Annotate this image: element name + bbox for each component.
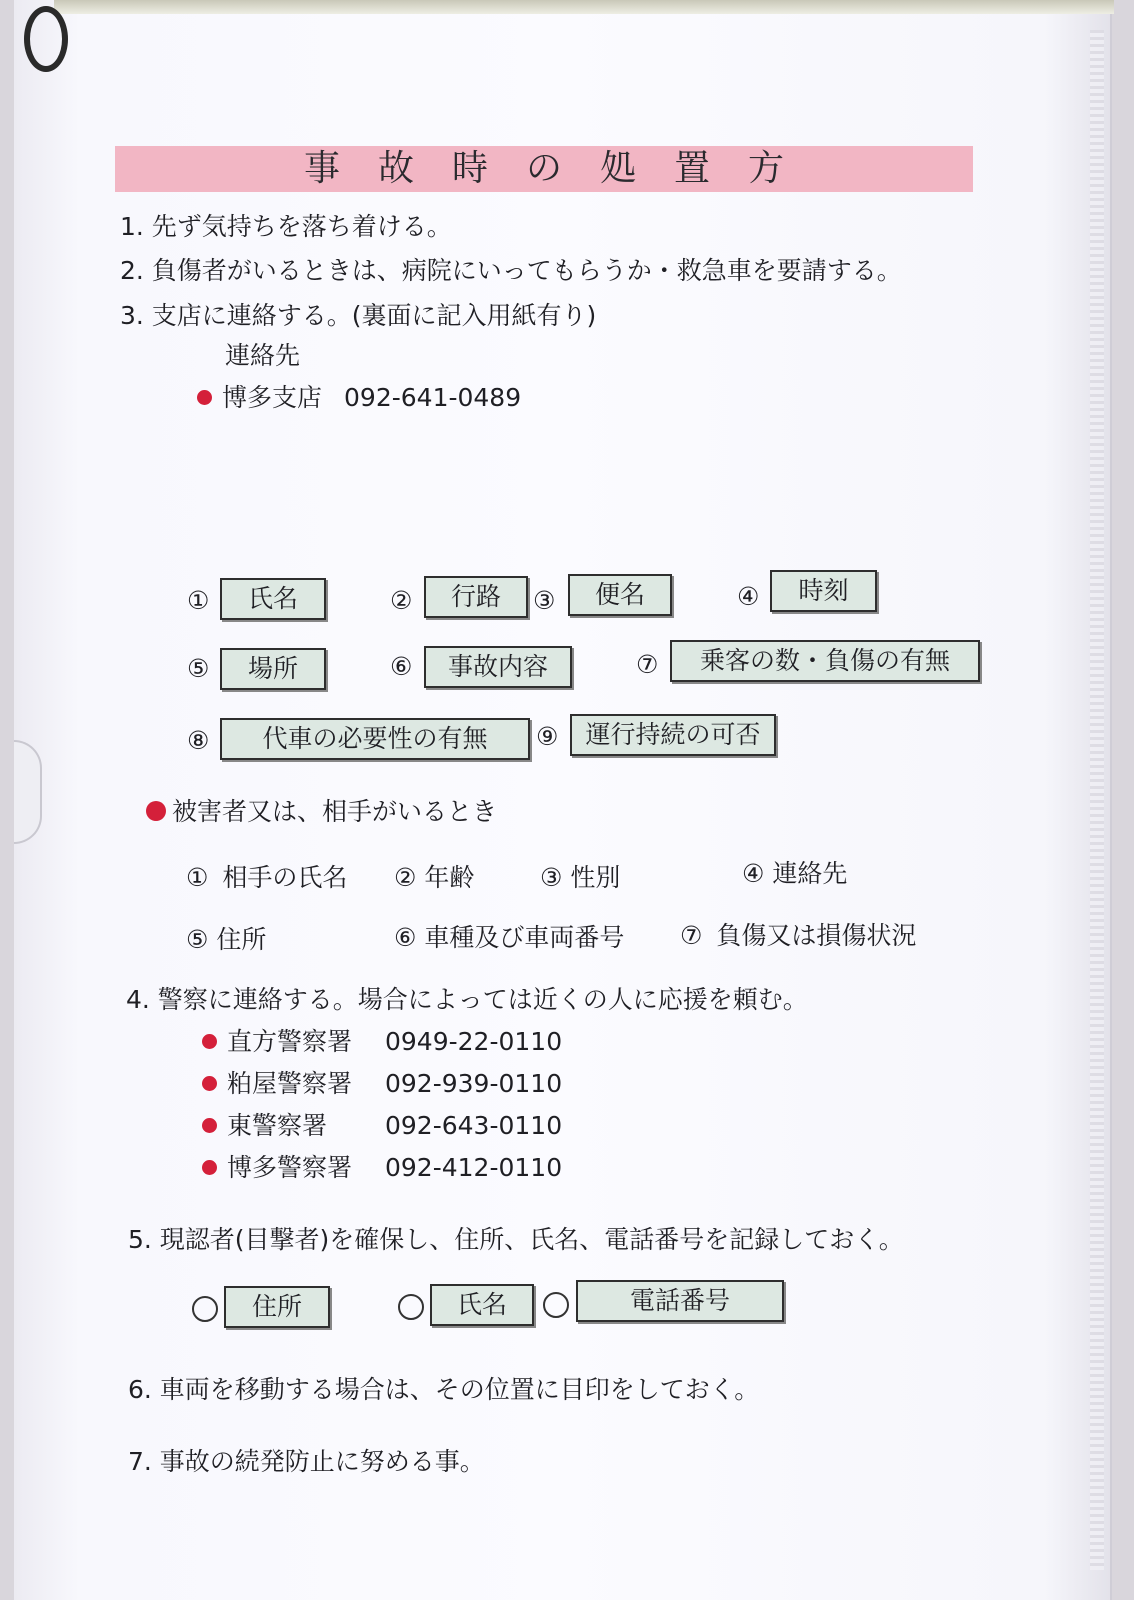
report-num-9: ⑨ [536, 722, 559, 751]
victim-item-3: ③ 性別 [540, 863, 621, 892]
police-station [202, 1148, 562, 1184]
report-item-box: 事故内容 [424, 646, 572, 688]
witness-field-box: 氏名 [430, 1284, 534, 1326]
step-4: 4. 警察に連絡する。場合によっては近くの人に応援を頼む。 [126, 985, 808, 1014]
victim-heading-line [146, 792, 497, 828]
sleeve-right-edge [1090, 30, 1104, 1570]
page-title: 事故時の処置方 [303, 148, 822, 189]
police-name: 直方警察署 [227, 1027, 353, 1056]
report-num-3: ③ [533, 586, 556, 615]
step-2: 2. 負傷者がいるときは、病院にいってもらうか・救急車を要請する。 [120, 256, 902, 285]
witness-field-box: 住所 [224, 1286, 330, 1328]
report-item-box: 乗客の数・負傷の有無 [670, 640, 980, 682]
bullet-icon [146, 801, 166, 821]
step-3: 3. 支店に連絡する。(裏面に記入用紙有り) [120, 301, 597, 330]
victim-item-4: ④ 連絡先 [742, 859, 848, 888]
report-item-box: 氏名 [220, 578, 326, 620]
bullet-icon [197, 390, 212, 405]
police-phone: 0949-22-0110 [385, 1027, 563, 1056]
report-item-box: 便名 [568, 574, 672, 616]
victim-item-2: ② 年齢 [394, 863, 475, 892]
step-5: 5. 現認者(目撃者)を確保し、住所、氏名、電話番号を記録しておく。 [128, 1225, 904, 1254]
victim-item-6: ⑥ 車種及び車両番号 [394, 923, 625, 952]
circle-icon [543, 1292, 569, 1318]
report-num-8: ⑧ [187, 726, 210, 755]
police-station [202, 1106, 562, 1142]
police-phone: 092-939-0110 [385, 1069, 563, 1098]
circle-icon [398, 1294, 424, 1320]
police-phone: 092-643-0110 [385, 1111, 563, 1140]
police-name: 粕屋警察署 [227, 1069, 353, 1098]
contact-heading: 連絡先 [225, 341, 301, 370]
report-num-2: ② [390, 586, 413, 615]
report-item-box: 場所 [220, 648, 326, 690]
report-num-6: ⑥ [390, 652, 413, 681]
document-page [40, 40, 1080, 1580]
report-item-box: 時刻 [770, 570, 877, 612]
step-1: 1. 先ず気持ちを落ち着ける。 [120, 212, 452, 241]
report-num-1: ① [187, 586, 210, 615]
witness-field-box: 電話番号 [576, 1280, 784, 1322]
branch-name: 博多支店 [222, 383, 323, 412]
police-station [202, 1022, 562, 1058]
branch-contact [197, 378, 521, 414]
sleeve-notch [14, 740, 42, 844]
circle-icon [192, 1296, 218, 1322]
step-7: 7. 事故の続発防止に努める事。 [128, 1447, 485, 1476]
police-name: 東警察署 [227, 1111, 328, 1140]
report-item-box: 代車の必要性の有無 [220, 718, 530, 760]
report-num-4: ④ [737, 582, 760, 611]
report-item-box: 運行持続の可否 [570, 714, 776, 756]
bullet-icon [202, 1076, 217, 1091]
victim-item-5: ⑤ 住所 [186, 925, 267, 954]
report-num-7: ⑦ [636, 650, 659, 679]
bullet-icon [202, 1034, 217, 1049]
step-6: 6. 車両を移動する場合は、その位置に目印をしておく。 [128, 1375, 760, 1404]
police-station [202, 1064, 562, 1100]
branch-phone: 092-641-0489 [344, 383, 522, 412]
sleeve-top-edge [54, 0, 1114, 14]
police-name: 博多警察署 [227, 1153, 353, 1182]
police-phone: 092-412-0110 [385, 1153, 563, 1182]
victim-item-7: ⑦ 負傷又は損傷状況 [680, 921, 917, 950]
report-item-box: 行路 [424, 576, 528, 618]
bullet-icon [202, 1160, 217, 1175]
victim-item-1: ① 相手の氏名 [186, 863, 348, 892]
bullet-icon [202, 1118, 217, 1133]
report-num-5: ⑤ [187, 654, 210, 683]
victim-heading: 被害者又は、相手がいるとき [172, 797, 498, 826]
